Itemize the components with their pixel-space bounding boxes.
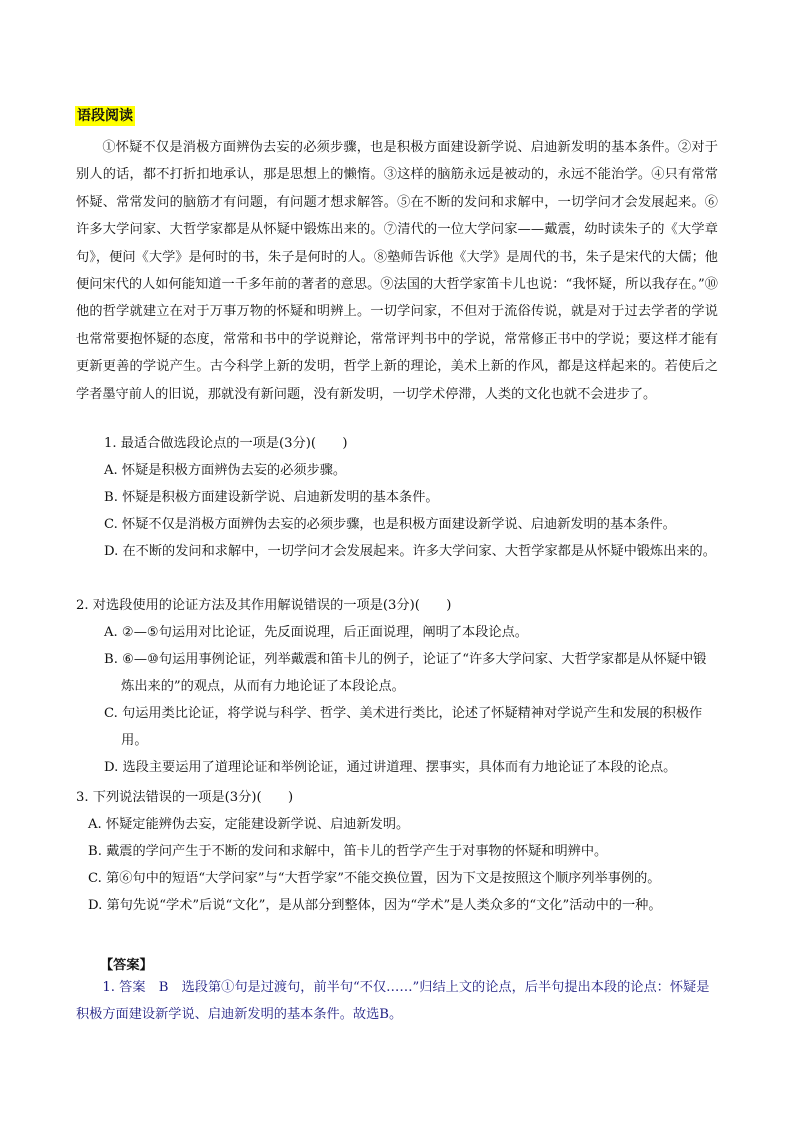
question-2-option-d: D. 选段主要运用了道理论证和举例论证，通过讲道理、摆事实，具体而有力地论证了本段的论点。: [104, 760, 677, 775]
question-3-option-c: C. 第⑥句中的短语“大学问家”与“大哲学家”不能交换位置，因为下文是按照这个顺序列举事例的。: [88, 871, 661, 886]
question-3-option-d: D. 第句先说“学术”后说“文化”，是从部分到整体，因为“学术”是人类众多的“文化”活动中的一种。: [88, 898, 662, 913]
question-1-option-c: C. 怀疑不仅是消极方面辨伪去妄的必须步骤，也是积极方面建设新学说、启迪新发明的基本条件。: [104, 517, 676, 532]
question-3-stem: 3. 下列说法错误的一项是(3分)( ): [76, 790, 294, 805]
answer-heading: 【答案】: [100, 958, 153, 973]
question-3-option-b: B. 戴震的学问产生于不断的发问和求解中，笛卡儿的哲学产生于对事物的怀疑和明辨中。: [88, 844, 608, 859]
question-1-option-a: A. 怀疑是积极方面辨伪去妄的必须步骤。: [104, 463, 347, 478]
question-1-option-b: B. 怀疑是积极方面建设新学说、启迪新发明的基本条件。: [104, 490, 439, 505]
answer-text: 1. 答案 B 选段第①句是过渡句，前半句“不仅……”归结上文的论点，后半句提出本段的论点：怀疑是积极方面建设新学说、启迪新发明的基本条件。故选B。: [76, 980, 710, 1022]
question-3-option-a: A. 怀疑定能辨伪去妄，定能建设新学说、启迪新发明。: [88, 817, 410, 832]
passage-text: ①怀疑不仅是消极方面辨伪去妄的必须步骤，也是积极方面建设新学说、启迪新发明的基本条件。②对于别人的话，都不打折扣地承认，那是思想上的懒惰。③这样的脑筋永远是被动的，永远不能治学。④只有常常怀疑、常常发问的脑筋才有问题，有问题才想求解答。⑤在不断的发问和求解中，一切学问才会发展起来。⑥许多大学问家、大哲学家都是从怀疑中锻炼出来的。⑦清代的一位大学问家——戴震，幼时读朱子的《大学章句》，便问《大学》是何时的书，朱子是何时的人。⑧塾师告诉他《大学》是周代的书，朱子是宋代的大儒；他便问宋代的人如何能知道一千多年前的著者的意思。⑨法国的大哲学家笛卡儿也说：“我怀疑，所以我存在。”⑩他的哲学就建立在对于万事万物的怀疑和明辨上。一切学问家，不但对于流俗传说，就是对于过去学者的学说也常常要抱怀疑的态度，常常和书中的学说辩论，常常评判书中的学说，常常修正书中的学说；要这样才能有更新更善的学说产生。古今科学上新的发明，哲学上新的理论，美术上新的作风，都是这样起来的。若使后之学者墨守前人的旧说，那就没有新问题，没有新发明，一切学术停滞，人类的文化也就不会进步了。: [76, 140, 718, 402]
section-heading: 语段阅读: [77, 108, 133, 124]
reading-passage: [76, 134, 718, 408]
question-2-option-a: A. ②—⑤句运用对比论证，先反面说理，后正面说理，阐明了本段论点。: [104, 625, 528, 640]
question-1-stem: 1. 最适合做选段论点的一项是(3分)( ): [104, 436, 348, 451]
question-2-option-c: C. 句运用类比论证，将学说与科学、哲学、美术进行类比，论述了怀疑精神对学说产生和发展的积极作用。: [104, 706, 703, 748]
question-1-option-d: D. 在不断的发问和求解中，一切学问才会发展起来。许多大学问家、大哲学家都是从怀疑中锻炼出来的。: [104, 544, 716, 559]
question-2-option-b: B. ⑥—⑩句运用事例论证，列举戴震和笛卡儿的例子，论证了“许多大学问家、大哲学家都是从怀疑中锻炼出来的”的观点，从而有力地论证了本段论点。: [104, 652, 707, 694]
question-2-stem: 2. 对选段使用的论证方法及其作用解说错误的一项是(3分)( ): [76, 598, 452, 613]
